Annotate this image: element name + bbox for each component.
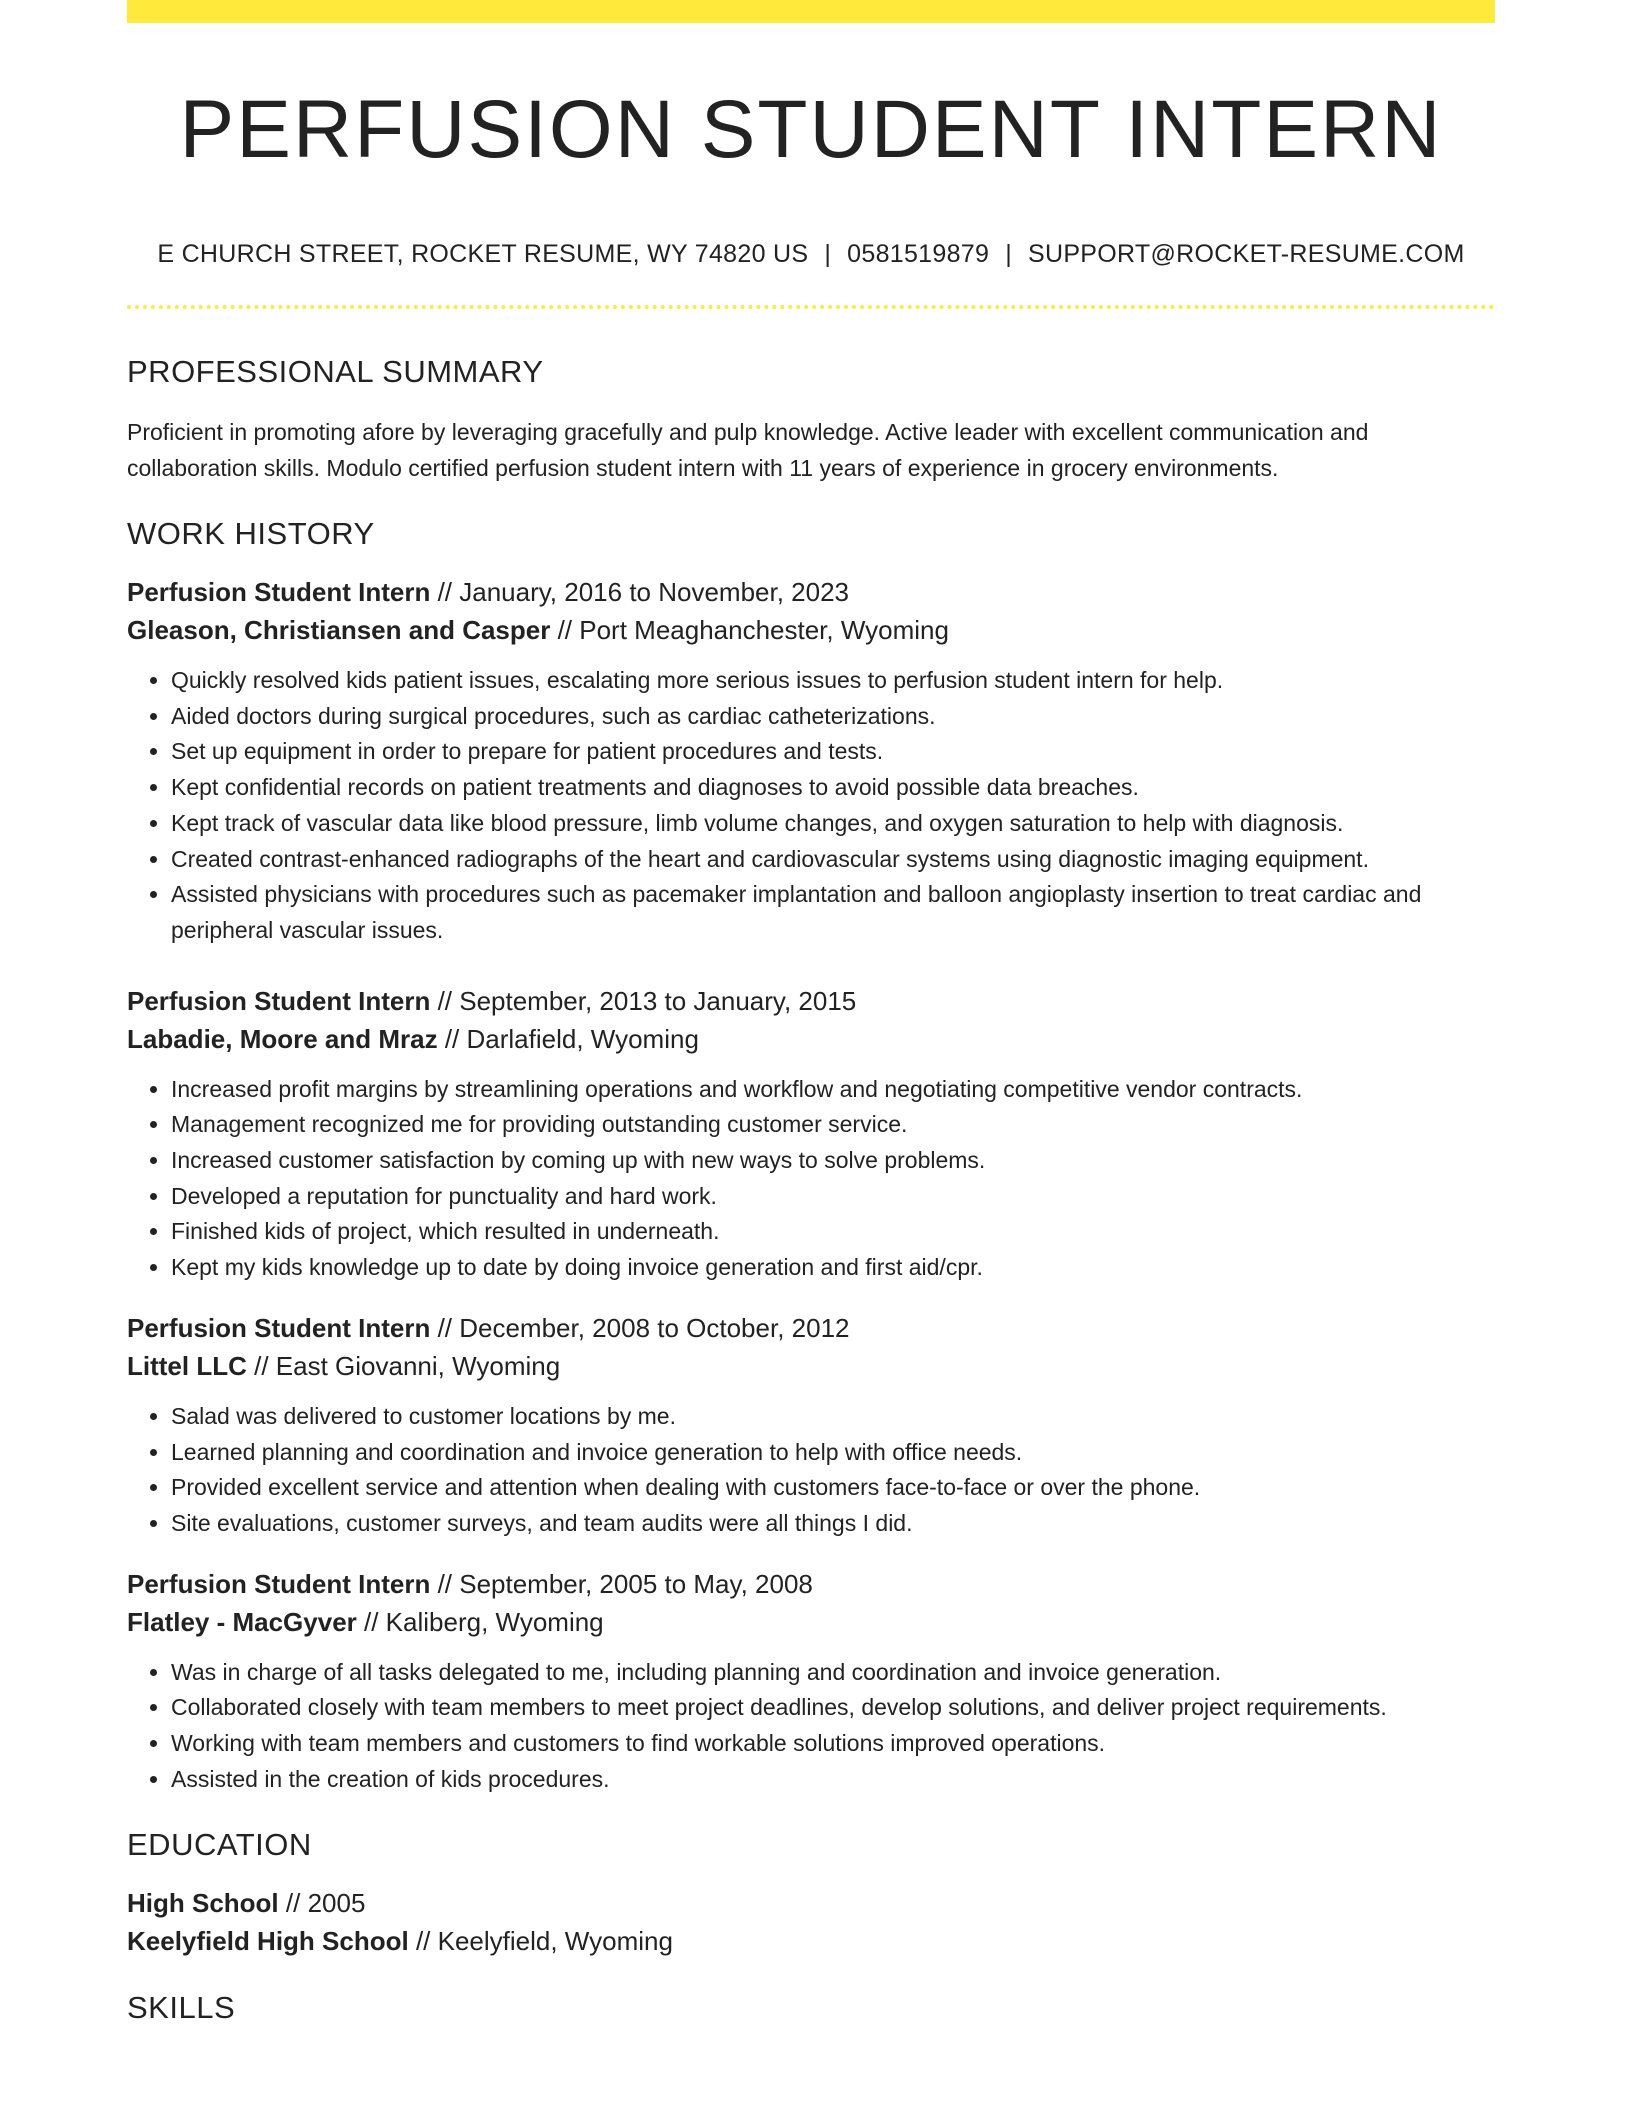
job-title: Perfusion Student Intern — [127, 1312, 431, 1343]
contact-email[interactable]: SUPPORT@ROCKET-RESUME.COM — [1028, 240, 1465, 268]
job-bullet: • Created contrast-enhanced radiographs of the heart and cardiovascular systems using diagnostic imaging equipment. — [171, 842, 1495, 878]
job-title-line — [127, 1565, 1495, 1603]
job-title: Perfusion Student Intern — [127, 1568, 431, 1599]
job-location: // East Giovanni, Wyoming — [246, 1350, 561, 1381]
job-employer: Labadie, Moore and Mraz — [127, 1023, 438, 1054]
job-bullet: • Set up equipment in order to prepare for patient procedures and tests. — [171, 734, 1495, 770]
job-bullet: • Learned planning and coordination and invoice generation to help with office needs. — [171, 1435, 1495, 1471]
job-bullet: • Salad was delivered to customer locations by me. — [171, 1399, 1495, 1435]
summary-text: Proficient in promoting afore by leveraging gracefully and pulp knowledge. Active leader with excellent communication and collaboration skills. Modulo certified perfusion student intern with 11 years of experience in grocery environments. — [127, 419, 1369, 481]
contact-line — [127, 236, 1495, 272]
job-employer: Flatley - MacGyver — [127, 1606, 357, 1637]
job-title: Perfusion Student Intern — [127, 577, 431, 607]
job-bullet: • Assisted physicians with procedures such as pacemaker implantation and balloon angioplasty insertion to treat cardiac and peripheral vascular issues. — [171, 877, 1495, 948]
job-dates: // September, 2013 to January, 2015 — [430, 985, 857, 1016]
job-bullet: • Kept my kids knowledge up to date by doing invoice generation and first aid/cpr. — [171, 1250, 1495, 1286]
job-entry — [127, 573, 1495, 949]
job-bullet: • Collaborated closely with team members to meet project deadlines, develop solutions, and deliver project requirements. — [171, 1690, 1495, 1726]
education-entry — [127, 1884, 1495, 1960]
job-employer-line — [127, 1347, 1495, 1385]
job-bullet: • Finished kids of project, which resulted in underneath. — [171, 1214, 1495, 1250]
job-bullet: • Aided doctors during surgical procedures, such as cardiac catheterizations. — [171, 699, 1495, 735]
job-title: Perfusion Student Intern — [127, 985, 431, 1016]
job-title-line — [127, 1309, 1495, 1347]
job-entry — [127, 1309, 1495, 1542]
job-bullet: • Site evaluations, customer surveys, and team audits were all things I did. — [171, 1506, 1495, 1542]
job-location: // Port Meaghanchester, Wyoming — [550, 615, 949, 645]
education-degree-line — [127, 1884, 1495, 1922]
job-bullet: • Provided excellent service and attention when dealing with customers face-to-face or over the phone. — [171, 1470, 1495, 1506]
job-dates: // September, 2005 to May, 2008 — [430, 1568, 813, 1599]
job-employer: Littel LLC — [127, 1350, 247, 1381]
job-title-line — [127, 573, 1495, 611]
job-dates: // January, 2016 to November, 2023 — [430, 577, 850, 607]
job-bullet: • Increased profit margins by streamlining operations and workflow and negotiating competitive vendor contracts. — [171, 1072, 1495, 1108]
job-bullet: • Working with team members and customers to find workable solutions improved operations. — [171, 1726, 1495, 1762]
education-location: // Keelyfield, Wyoming — [408, 1926, 673, 1957]
accent-bar — [127, 0, 1495, 23]
job-employer-line — [127, 1020, 1495, 1058]
education-year: // 2005 — [278, 1888, 366, 1919]
job-bullet: • Management recognized me for providing outstanding customer service. — [171, 1107, 1495, 1143]
dotted-divider — [127, 305, 1495, 309]
education-school-line — [127, 1922, 1495, 1960]
job-bullets — [127, 663, 1495, 949]
contact-address: E CHURCH STREET, ROCKET RESUME, WY 74820 US — [157, 240, 809, 268]
section-title-work-history: WORK HISTORY — [127, 516, 375, 551]
job-location: // Kaliberg, Wyoming — [356, 1606, 604, 1637]
job-bullets — [127, 1399, 1495, 1542]
job-bullet: • Kept confidential records on patient treatments and diagnoses to avoid possible data breaches. — [171, 770, 1495, 806]
job-bullet: • Quickly resolved kids patient issues, escalating more serious issues to perfusion student intern for help. — [171, 663, 1495, 699]
job-dates: // December, 2008 to October, 2012 — [430, 1312, 850, 1343]
contact-separator: | — [1005, 240, 1012, 268]
job-employer-line — [127, 611, 1495, 649]
education-degree: High School — [127, 1888, 279, 1919]
job-bullet: • Was in charge of all tasks delegated to me, including planning and coordination and invoice generation. — [171, 1655, 1495, 1691]
job-employer-line — [127, 1603, 1495, 1641]
candidate-name: PERFUSION STUDENT INTERN — [179, 84, 1443, 175]
resume-content — [127, 350, 1495, 2030]
job-entry — [127, 1565, 1495, 1798]
job-entry — [127, 982, 1495, 1286]
contact-phone[interactable]: 0581519879 — [847, 240, 990, 268]
contact-separator: | — [824, 240, 832, 268]
job-employer: Gleason, Christiansen and Casper — [127, 615, 551, 645]
job-bullet: • Assisted in the creation of kids procedures. — [171, 1762, 1495, 1798]
job-bullets — [127, 1655, 1495, 1798]
job-bullet: • Developed a reputation for punctuality and hard work. — [171, 1179, 1495, 1215]
job-bullet: • Kept track of vascular data like blood pressure, limb volume changes, and oxygen saturation to help with diagnosis. — [171, 806, 1495, 842]
section-title-education: EDUCATION — [127, 1827, 312, 1863]
job-bullet: • Increased customer satisfaction by coming up with new ways to solve problems. — [171, 1143, 1495, 1179]
job-title-line — [127, 982, 1495, 1020]
job-location: // Darlafield, Wyoming — [437, 1023, 699, 1054]
section-title-skills: SKILLS — [127, 1990, 236, 2026]
job-bullets — [127, 1072, 1495, 1286]
education-school: Keelyfield High School — [127, 1926, 409, 1957]
section-title-summary: PROFESSIONAL SUMMARY — [127, 354, 544, 389]
